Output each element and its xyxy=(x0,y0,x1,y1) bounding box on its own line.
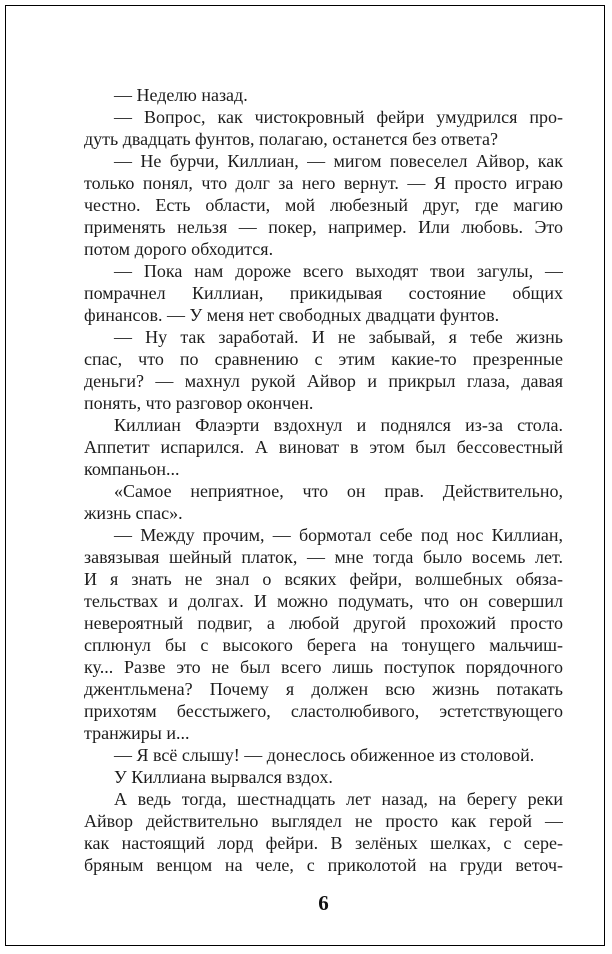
paragraph xyxy=(84,766,563,788)
text-line: применять нельзя — покер, например. Или любовь. Это xyxy=(84,217,563,237)
paragraph xyxy=(84,480,563,524)
text-line: компаньон... xyxy=(84,459,180,479)
text-line: завязывая шейный платок, — мне тогда было восемь лет. xyxy=(84,547,563,567)
text-line: потом дорого обходится. xyxy=(84,239,274,259)
text-line: — Между прочим, — бормотал себе под нос Киллиан, xyxy=(114,525,563,545)
text-line: — Не бурчи, Киллиан, — мигом повеселел Айвор, как xyxy=(114,151,563,171)
text-line: финансов. — У меня нет свободных двадцати фунтов. xyxy=(84,305,500,325)
text-line: А ведь тогда, шестнадцать лет назад, на берегу реки xyxy=(114,789,563,809)
text-line: — Ну так заработай. И не забывай, я тебе жизнь xyxy=(114,327,563,347)
text-line: прихотям бесстыжего, сластолюбивого, эстетствующего xyxy=(84,701,563,721)
page-number: 6 xyxy=(318,891,329,915)
text-line: Аппетит испарился. А виноват в этом был бессовестный xyxy=(84,437,563,457)
text-line: тельствах и долгах. И можно подумать, что он совершил xyxy=(84,591,563,611)
text-line: Айвор действительно выглядел не просто как герой — xyxy=(84,811,563,831)
text-line: спас, что по сравнению с этим какие-то презренные xyxy=(84,349,563,369)
text-line: невероятный подвиг, а любой другой прохожий просто xyxy=(84,613,563,633)
text-line: джентльмена? Почему я должен всю жизнь потакать xyxy=(84,679,563,699)
text-line: транжиры и... xyxy=(84,723,190,743)
paragraph xyxy=(84,524,563,744)
text-line: помрачнел Киллиан, прикидывая состояние общих xyxy=(84,283,563,303)
paragraph xyxy=(84,744,563,766)
paragraph xyxy=(84,326,563,414)
text-line: ку... Разве это не был всего лишь поступок порядочного xyxy=(84,657,563,677)
text-line: понять, что разговор окончен. xyxy=(84,393,314,413)
text-line: сплюнул бы с высокого берега на тонущего мальчиш- xyxy=(84,635,563,655)
text-line: дуть двадцать фунтов, полагаю, останется без ответа? xyxy=(84,129,498,149)
paragraph xyxy=(84,106,563,150)
text-line: «Самое неприятное, что он прав. Действительно, xyxy=(114,481,563,501)
text-line: жизнь спас». xyxy=(84,503,183,523)
paragraph xyxy=(84,150,563,260)
text-line: — Пока нам дороже всего выходят твои загулы, — xyxy=(114,261,563,281)
text-line: только понял, что долг за него вернут. — Я просто играю xyxy=(84,173,563,193)
text-block xyxy=(84,84,563,876)
text-line: как настоящий лорд фейри. В зелёных шелках, с сере- xyxy=(84,833,563,853)
paragraph xyxy=(84,788,563,876)
paragraph xyxy=(84,414,563,480)
paragraph xyxy=(84,84,563,106)
text-line: бряным венцом на челе, с приколотой на груди веточ- xyxy=(84,855,563,875)
paragraph xyxy=(84,260,563,326)
text-line: У Киллиана вырвался вздох. xyxy=(114,767,333,787)
text-line: Киллиан Флаэрти вздохнул и поднялся из-за стола. xyxy=(114,415,563,435)
text-line: — Я всё слышу! — донеслось обиженное из столовой. xyxy=(114,745,535,765)
text-line: деньги? — махнул рукой Айвор и прикрыл глаза, давая xyxy=(84,371,563,391)
text-line: честно. Есть области, мой любезный друг, где магию xyxy=(84,195,563,215)
text-line: — Вопрос, как чистокровный фейри умудрился про- xyxy=(114,107,563,127)
text-line: И я знать не знал о всяких фейри, волшебных обяза- xyxy=(84,569,563,589)
text-line: — Неделю назад. xyxy=(114,85,248,105)
